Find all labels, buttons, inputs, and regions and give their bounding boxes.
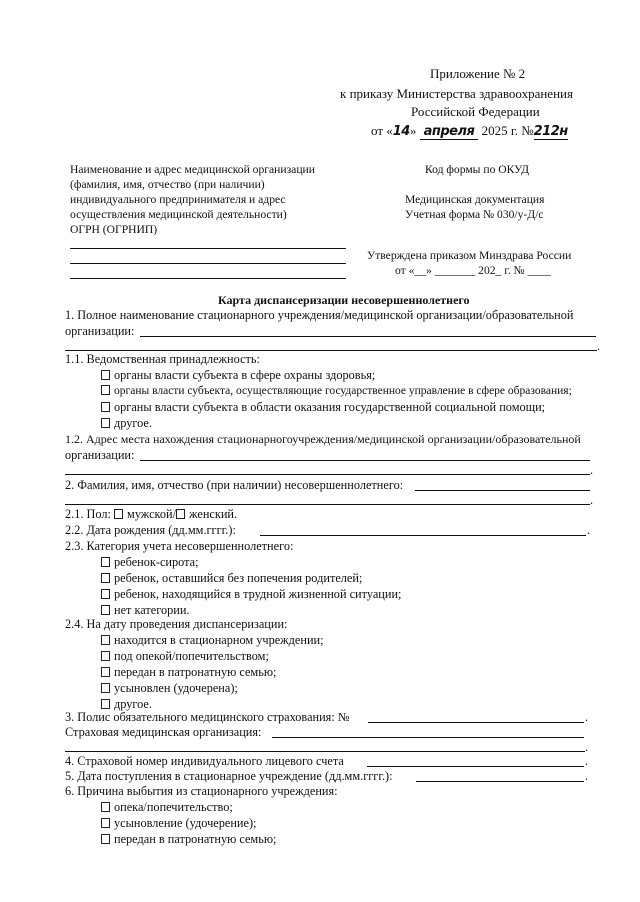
s1-dot: . <box>597 339 601 353</box>
org-label-5: ОГРН (ОГРНИП) <box>70 223 158 236</box>
checkbox-icon[interactable] <box>101 651 110 661</box>
s6-option-1[interactable] <box>101 800 233 816</box>
okud-code-label: Код формы по ОКУД <box>425 163 530 176</box>
s4-snils-label: 4. Страховой номер индивидуального лицевого счета <box>65 754 344 768</box>
checkbox-icon[interactable] <box>101 589 110 599</box>
doc-type: Медицинская документация <box>405 193 545 206</box>
s2-fio-field-2[interactable] <box>65 504 590 505</box>
s11-option-2-label: органы власти субъекта, осуществляющие государственное управление в сфере образования; <box>114 385 572 397</box>
s24-option-1[interactable] <box>101 633 324 649</box>
checkbox-icon[interactable] <box>101 818 110 828</box>
checkbox-icon[interactable] <box>101 557 110 567</box>
s24-option-4[interactable] <box>101 681 238 697</box>
date-year: 2025 г. № <box>481 123 534 138</box>
s23-option-2[interactable] <box>101 571 362 587</box>
s11-option-1[interactable] <box>101 368 375 384</box>
checkbox-icon[interactable] <box>101 635 110 645</box>
s23-option-1[interactable] <box>101 555 199 571</box>
s11-option-1-label: органы власти субъекта в сфере охраны здоровья; <box>114 368 376 382</box>
date-day-handwritten: 14 <box>392 124 410 139</box>
s11-option-2[interactable] <box>101 384 572 400</box>
appendix-title: Приложение № 2 <box>430 66 526 81</box>
s1-full-name-label: 1. Полное наименование стационарного учреждения/медицинской организации/образовательной <box>65 308 574 322</box>
s1-org-label: организации: <box>65 324 135 338</box>
s12-dot: . <box>590 463 594 477</box>
s11-option-3-label: органы власти субъекта в области оказания государственной социальной помощи; <box>114 400 546 414</box>
s24-option-2[interactable] <box>101 649 269 665</box>
checkbox-icon[interactable] <box>101 418 110 428</box>
s24-option-4-label: усыновлен (удочерена); <box>114 681 238 695</box>
s11-option-4[interactable] <box>101 416 152 432</box>
s23-option-3-label: ребенок, находящийся в трудной жизненной ситуации; <box>114 587 402 601</box>
s12-address-field[interactable] <box>140 460 590 461</box>
s21-male-label: мужской/ <box>127 507 177 521</box>
s22-birthdate-label: 2.2. Дата рождения (дд.мм.гггг.): <box>65 523 236 537</box>
s4-dot: . <box>585 754 589 768</box>
s3-policy-label: 3. Полис обязательного медицинского страхования: № <box>65 710 350 724</box>
checkbox-female-icon[interactable] <box>176 509 185 519</box>
approved-line-1: Утверждена приказом Минздрава России <box>367 249 572 262</box>
s6-option-3[interactable] <box>101 832 276 848</box>
approved-line-2: от «__» _______ 202_ г. № ____ <box>395 264 551 277</box>
s5-admission-field[interactable] <box>416 781 584 782</box>
s2-dot: . <box>590 493 594 507</box>
s21-sex-label: 2.1. Пол: <box>65 507 111 521</box>
checkbox-icon[interactable] <box>101 370 110 380</box>
s24-option-2-label: под опекой/попечительством; <box>114 649 269 663</box>
s2-fio-field[interactable] <box>415 490 590 491</box>
checkbox-icon[interactable] <box>101 683 110 693</box>
s12-org-label: организации: <box>65 448 135 462</box>
s4-snils-field[interactable] <box>367 766 584 767</box>
order-line-2: Российской Федерации <box>411 104 540 119</box>
s6-label: 6. Причина выбытия из стационарного учреждения: <box>65 784 338 798</box>
checkbox-icon[interactable] <box>101 385 110 395</box>
s24-option-5-label: другое. <box>114 697 152 711</box>
s2-fio-label: 2. Фамилия, имя, отчество (при наличии) несовершеннолетнего: <box>65 478 404 492</box>
checkbox-icon[interactable] <box>101 834 110 844</box>
s23-option-3[interactable] <box>101 587 401 603</box>
s3-insurer-dot: . <box>585 740 589 754</box>
s3-insurer-field[interactable] <box>272 737 584 738</box>
s12-address-label: 1.2. Адрес места нахождения стационарногоучреждения/медицинской организации/образовательной <box>65 432 581 446</box>
s23-label: 2.3. Категория учета несовершеннолетнего: <box>65 539 294 553</box>
checkbox-icon[interactable] <box>101 605 110 615</box>
s22-birthdate-field[interactable] <box>260 535 586 536</box>
s6-option-2[interactable] <box>101 816 256 832</box>
org-label-3: индивидуального предпринимателя и адрес <box>70 193 286 206</box>
s5-admission-label: 5. Дата поступления в стационарное учреждение (дд.мм.гггг.): <box>65 769 393 783</box>
s24-option-3[interactable] <box>101 665 276 681</box>
s23-option-1-label: ребенок-сирота; <box>114 555 199 569</box>
s23-option-4-label: нет категории. <box>114 603 190 617</box>
s24-option-1-label: находится в стационарном учреждении; <box>114 633 324 647</box>
s11-option-3[interactable] <box>101 400 545 416</box>
s1-org-field[interactable] <box>140 336 596 337</box>
s22-dot: . <box>587 523 591 537</box>
s21-sex <box>65 507 237 523</box>
s21-female-label: женский. <box>189 507 238 521</box>
order-date-line <box>371 123 568 140</box>
org-label-4: осуществления медицинской деятельности) <box>70 208 287 221</box>
org-label-1: Наименование и адрес медицинской организации <box>70 163 315 176</box>
org-fill-line-1 <box>70 248 346 249</box>
s1-org-field-2[interactable] <box>65 350 597 351</box>
s3-insurer-field-2[interactable] <box>65 751 585 752</box>
s3-policy-field[interactable] <box>368 722 584 723</box>
date-prefix: от « <box>371 123 393 138</box>
s6-option-3-label: передан в патронатную семью; <box>114 832 277 846</box>
org-fill-line-3 <box>70 278 346 279</box>
checkbox-icon[interactable] <box>101 699 110 709</box>
form-number: Учетная форма № 030/у-Д/с <box>405 208 544 221</box>
s6-option-1-label: опека/попечительство; <box>114 800 233 814</box>
org-label-2: (фамилия, имя, отчество (при наличии) <box>70 178 265 191</box>
s12-address-field-2[interactable] <box>65 474 590 475</box>
s3-dot: . <box>585 710 589 724</box>
s11-option-4-label: другое. <box>114 416 152 430</box>
checkbox-icon[interactable] <box>101 402 110 412</box>
s23-option-2-label: ребенок, оставшийся без попечения родителей; <box>114 571 363 585</box>
org-fill-line-2 <box>70 263 346 264</box>
checkbox-icon[interactable] <box>101 573 110 583</box>
order-line-1: к приказу Министерства здравоохранения <box>340 86 573 101</box>
s3-insurer-label: Страховая медицинская организация: <box>65 725 262 739</box>
checkbox-male-icon[interactable] <box>114 509 123 519</box>
date-month-handwritten: апреля <box>420 124 479 140</box>
order-number-handwritten: 212н <box>533 124 568 139</box>
date-mid: » <box>409 123 417 138</box>
s11-label: 1.1. Ведомственная принадлежность: <box>65 352 260 366</box>
checkbox-icon[interactable] <box>101 802 110 812</box>
checkbox-icon[interactable] <box>101 667 110 677</box>
s24-label: 2.4. На дату проведения диспансеризации: <box>65 617 288 631</box>
s6-option-2-label: усыновление (удочерение); <box>114 816 257 830</box>
document-title: Карта диспансеризации несовершеннолетнего <box>218 293 470 307</box>
s24-option-3-label: передан в патронатную семью; <box>114 665 277 679</box>
s5-dot: . <box>585 769 589 783</box>
